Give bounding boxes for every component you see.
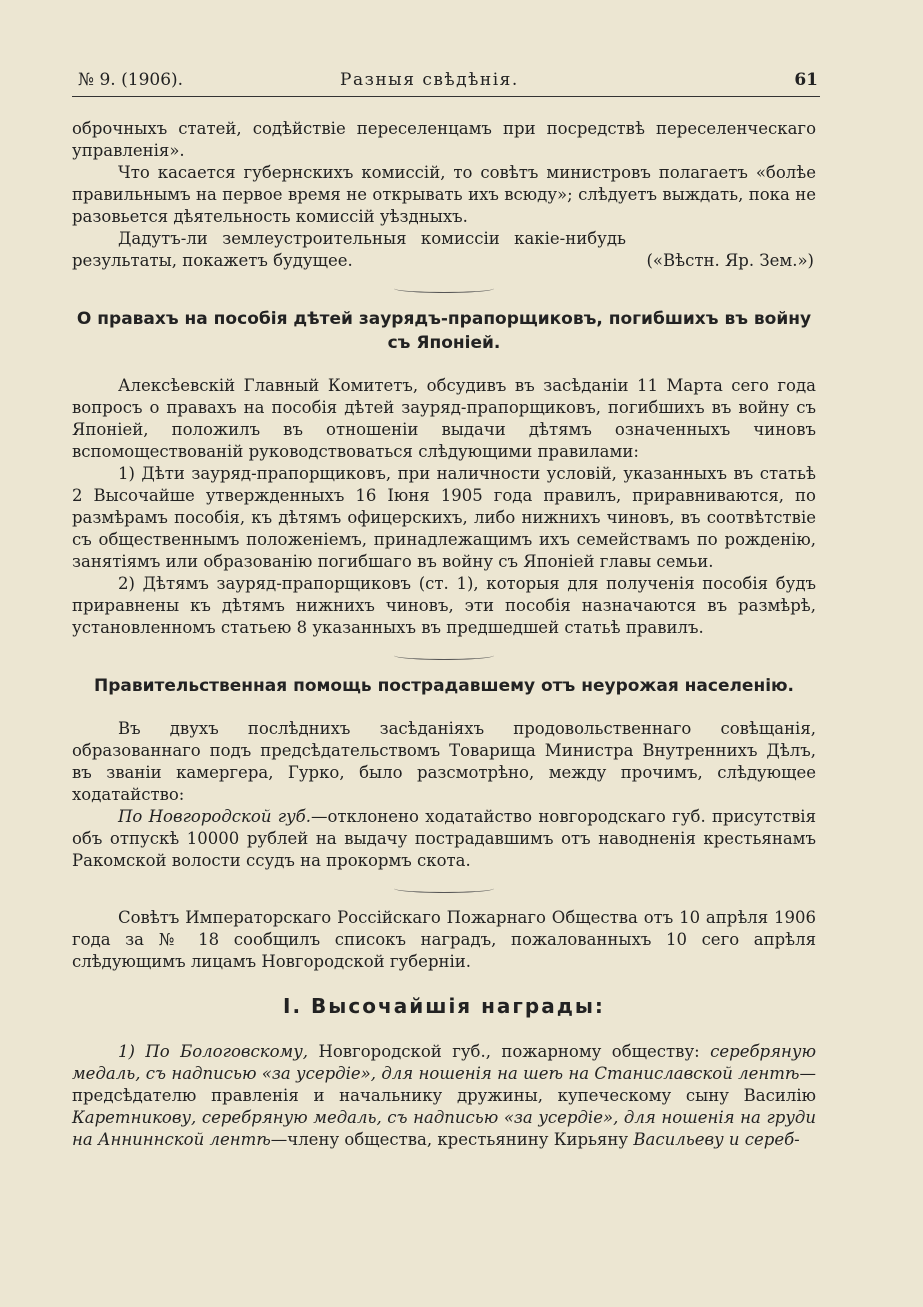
separator-ornament xyxy=(394,884,494,893)
award-text: Новгородской губ., пожарному обществу: xyxy=(308,1042,711,1061)
award-medal-italic: Каретникову, серебряную медаль, съ надписью «за усердіе», для ношенія на груди на Анниннской лентѣ xyxy=(72,1108,816,1149)
award-society-italic: 1) По Бологовскому, xyxy=(118,1042,309,1061)
aid-paragraph-2-text: —отклонено ходатайство новгородскаго губ. присутствія объ отпускѣ 10000 рублей на выдачу пострадавшимъ отъ наводненія крестьянамъ Ракомской волости ссудъ на прокормъ скота. xyxy=(72,807,816,870)
separator-ornament xyxy=(394,284,494,293)
award-text: —предсѣдателю правленія и начальнику дружины, купеческому сыну Василію xyxy=(72,1064,816,1105)
intro-paragraph-1: оброчныхъ статей, содѣйствіе переселенцамъ при посредствѣ переселенческаго управленія». xyxy=(72,119,816,160)
page-number: 61 xyxy=(794,70,818,90)
running-title: Разныя свѣдѣнія. xyxy=(340,70,519,90)
issue-number: № 9. (1906). xyxy=(78,70,184,90)
rights-paragraph-2: 1) Дѣти зауряд-прапорщиковъ, при наличности условій, указанныхъ въ статьѣ 2 Высочайше утвержденныхъ 16 Іюня 1905 года правилъ, приравниваются, по размѣрамъ пособія, къ дѣтямъ офицерскихъ, либо нижнихъ чиновъ, въ соотвѣтствіе съ общественнымъ положеніемъ, принадлежащимъ ихъ семействамъ по рожденію, занятіямъ или образованію погибшаго въ войну съ Японіей главы семьи. xyxy=(72,464,816,571)
section-heading-awards: I. Высочайшія награды: xyxy=(283,994,605,1018)
award-name-italic: Васильеву и сереб- xyxy=(633,1130,800,1149)
intro-paragraph-3: Дадутъ-ли землеустроительныя комиссіи какіе-нибудь результаты, покажетъ будущее. xyxy=(72,229,626,270)
rights-paragraph-3: 2) Дѣтямъ зауряд-прапорщиковъ (ст. 1), которыя для полученія пособія будъ приравнены къ дѣтямъ нижнихъ чиновъ, эти пособія назначаются въ размѣрѣ, установленномъ статьею 8 указанныхъ въ предшедшей статьѣ правилъ. xyxy=(72,574,816,637)
intro-source: («Вѣстн. Яр. Зем.») xyxy=(646,251,814,270)
section-heading-rights: О правахъ на пособія дѣтей заурядъ-прапорщиковъ, погибшихъ въ войну съ Японіей. xyxy=(76,309,812,353)
page-body xyxy=(72,118,816,1151)
aid-paragraph-2 xyxy=(72,806,816,872)
awards-paragraph-1 xyxy=(72,1041,816,1151)
section-heading-aid: Правительственная помощь пострадавшему отъ неурожая населенію. xyxy=(93,676,795,696)
award-text: —члену общества, крестьянину Кирьяну xyxy=(270,1130,634,1149)
page-header xyxy=(72,66,820,97)
separator-ornament xyxy=(394,651,494,660)
rights-paragraph-1: Алексѣевскій Главный Комитетъ, обсудивъ въ засѣданіи 11 Марта сего года вопросъ о правахъ на пособія дѣтей зауряд-прапорщиковъ, погибшихъ въ войну съ Японіей, положилъ въ отношеніи выдачи дѣтямъ означенныхъ чиновъ вспомоществованій руководствоваться слѣдующими правилами: xyxy=(72,376,816,461)
award-medal-italic: серебряную медаль, съ надписью «за усердіе», для ношенія на шеѣ на Станиславской лентѣ xyxy=(72,1042,816,1083)
awards-intro-paragraph: Совѣтъ Императорскаго Россійскаго Пожарнаго Общества отъ 10 апрѣля 1906 года за № 18 сообщилъ списокъ наградъ, пожалованныхъ 10 сего апрѣля слѣдующимъ лицамъ Новгородской губерніи. xyxy=(72,908,816,971)
intro-paragraph-2: Что касается губернскихъ комиссій, то совѣтъ министровъ полагаетъ «болѣе правильнымъ на первое время не открывать ихъ всюду»; слѣдуетъ выждать, пока не разовьется дѣятельность комиссій уѣздныхъ. xyxy=(72,163,816,226)
aid-paragraph-1: Въ двухъ послѣднихъ засѣданіяхъ продовольственнаго совѣщанія, образованнаго подъ предсѣдательствомъ Товарища Министра Внутреннихъ Дѣлъ, въ званіи камергера, Гурко, было разсмотрѣно, между прочимъ, слѣдующее ходатайство: xyxy=(72,719,816,804)
aid-region-italic: По Новгородской губ. xyxy=(118,807,311,826)
